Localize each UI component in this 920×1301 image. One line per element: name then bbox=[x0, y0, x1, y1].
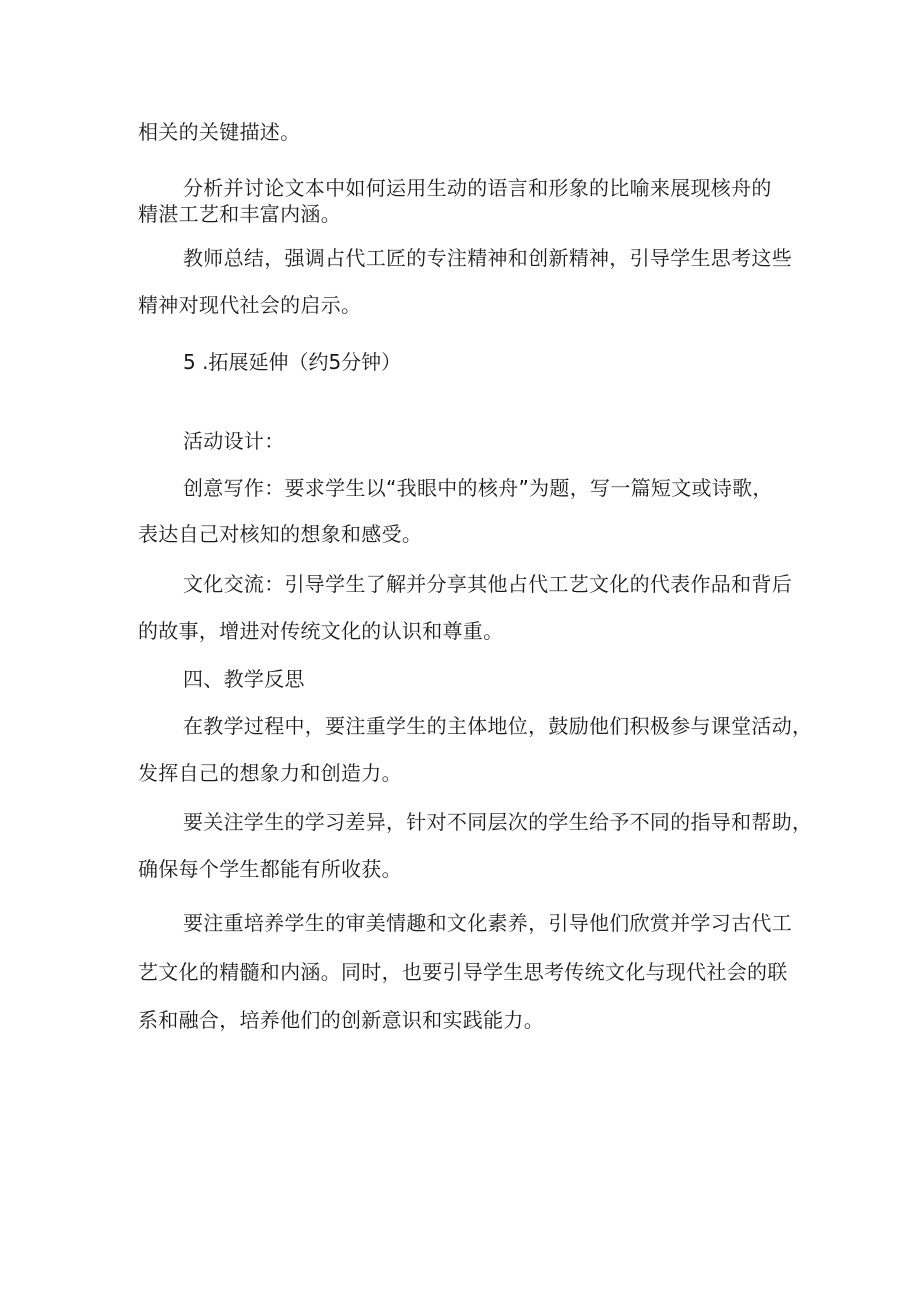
paragraph-line: 的故事，增进对传统文化的认识和尊重。 bbox=[138, 619, 504, 643]
paragraph-line: 创意写作：要求学生以“我眼中的核舟”为题，写一篇短文或诗歌， bbox=[183, 476, 773, 500]
paragraph-line: 精神对现代社会的启示。 bbox=[138, 293, 362, 317]
paragraph-line: 精湛工艺和丰富内涵。 bbox=[138, 202, 341, 226]
paragraph-line: 表达自己对核知的想象和感受。 bbox=[138, 522, 423, 546]
paragraph-line: 分析并讨论文本中如何运用生动的语言和形象的比喻来展现核舟的 bbox=[183, 176, 772, 200]
paragraph-line: 活动设计： bbox=[183, 429, 285, 453]
paragraph-line: 文化交流：引导学生了解并分享其他占代工艺文化的代表作品和背后 bbox=[183, 572, 792, 596]
paragraph-line: 教师总结，强调占代工匠的专注精神和创新精神，引导学生思考这些 bbox=[183, 246, 792, 270]
paragraph-line: 相关的关键描述。 bbox=[138, 120, 301, 144]
paragraph-line: 艺文化的精髓和内涵。同时，也要引导学生思考传统文化与现代社会的联 bbox=[138, 960, 788, 984]
section-heading: 5 .拓展延伸（约5分钟） bbox=[183, 350, 402, 374]
paragraph-line: 发挥自己的想象力和创造力。 bbox=[138, 761, 402, 785]
paragraph-line: 确保每个学生都能有所收获。 bbox=[138, 857, 402, 881]
paragraph-line: 系和融合，培养他们的创新意识和实践能力。 bbox=[138, 1008, 544, 1032]
section-heading: 四、教学反思 bbox=[183, 667, 305, 691]
paragraph-line: 在教学过程中，要注重学生的主体地位，鼓励他们积极参与课堂活动， bbox=[183, 714, 813, 738]
paragraph-line: 要注重培养学生的审美情趣和文化素养，引导他们欣赏并学习古代工 bbox=[183, 911, 792, 935]
paragraph-line: 要关注学生的学习差异，针对不同层次的学生给予不同的指导和帮助， bbox=[183, 810, 813, 834]
